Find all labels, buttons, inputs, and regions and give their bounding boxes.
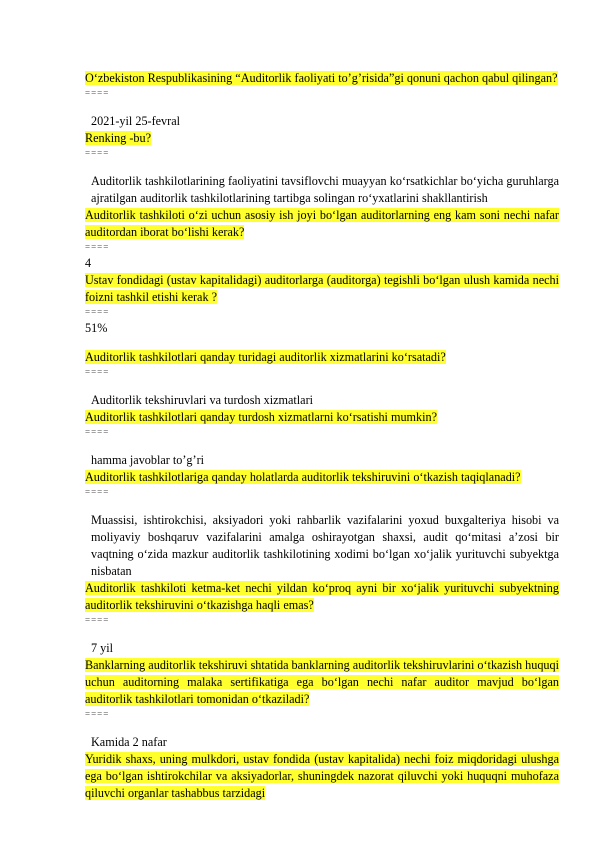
question-4: Ustav fondidagi (ustav kapitalidagi) auditorlarga (auditorga) tegishli bo‘lgan ulush kamida nechi foizni tashkil etishi kerak ? (85, 273, 559, 304)
answer-1: 2021-yil 25-fevral (91, 114, 181, 128)
blank-line (85, 380, 559, 392)
answer-4: 51% (85, 321, 108, 335)
blank-line (85, 440, 559, 452)
answer-6: hamma javoblar to’g’ri (91, 453, 205, 467)
blank-line (85, 161, 559, 173)
blank-line (85, 337, 559, 349)
answer-2: Auditorlik tashkilotlarining faoliyatini tavsiflovchi muayyan ko‘rsatkichlar bo‘yicha guruhlarga ajratilgan auditorlik tashkilotlarining tartibga solingan ro‘yxatlarini shakllantirish (91, 174, 559, 205)
blank-line (85, 722, 559, 734)
question-6: Auditorlik tashkilotlari qanday turdosh xizmatlarni ko‘rsatishi mumkin? (85, 410, 438, 424)
separator: ==== (85, 487, 110, 497)
answer-8: 7 yil (91, 641, 114, 655)
separator: ==== (85, 709, 110, 719)
blank-line (85, 101, 559, 113)
question-8: Auditorlik tashkiloti ketma-ket nechi yildan ko‘proq ayni bir xo‘jalik yurituvchi subyektning auditorlik tekshiruvini o‘tkazishga haqli emas? (85, 581, 559, 612)
blank-line (85, 500, 559, 512)
question-10: Yuridik shaxs, uning mulkdori, ustav fondida (ustav kapitalida) nechi foiz miqdoridagi ulushga ega bo‘lgan ishtirokchilar va aksiyadorlar, shuningdek nazorat qiluvchi yoki huquqni muhofaza qiluvchi organlar tashabbus tarzidagi (85, 752, 559, 800)
question-5: Auditorlik tashkilotlari qanday turidagi auditorlik xizmatlarini ko‘rsatadi? (85, 350, 446, 364)
document-page (85, 70, 559, 802)
question-9: Banklarning auditorlik tekshiruvi shtatida banklarning auditorlik tekshiruvlarini o‘tkazish huquqi uchun auditorning malaka sertifikatiga ega bo‘lgan nechi nafar auditor mavjud bo‘lgan auditorlik tashkilotlari tomonidan o‘tkaziladi? (85, 658, 559, 706)
question-7: Auditorlik tashkilotlariga qanday holatlarda auditorlik tekshiruvini o‘tkazish taqiqlanadi? (85, 470, 521, 484)
answer-5: Auditorlik tekshiruvlari va turdosh xizmatlari (91, 393, 314, 407)
separator: ==== (85, 88, 110, 98)
separator: ==== (85, 307, 110, 317)
answer-3: 4 (85, 256, 92, 270)
separator: ==== (85, 367, 110, 377)
answer-7: Muassisi, ishtirokchisi, aksiyadori yoki rahbarlik vazifalarini yoxud buxgalteriya hisobi va moliyaviy boshqaruv vazifalarini amalga oshirayotgan shaxsi, audit qo‘mitasi a’zosi bir vaqtning o‘zida mazkur auditorlik tashkilotining xodimi bo‘lgan xo‘jalik yurituvchi subyektga nisbatan (91, 513, 559, 578)
question-2: Renking -bu? (85, 131, 152, 145)
separator: ==== (85, 148, 110, 158)
blank-line (85, 628, 559, 640)
separator: ==== (85, 242, 110, 252)
separator: ==== (85, 427, 110, 437)
answer-9: Kamida 2 nafar (91, 735, 167, 749)
separator: ==== (85, 615, 110, 625)
question-3: Auditorlik tashkiloti o‘zi uchun asosiy ish joyi bo‘lgan auditorlarning eng kam soni nechi nafar auditordan iborat bo‘lishi kerak? (85, 208, 559, 239)
question-1: O‘zbekiston Respublikasining “Auditorlik faoliyati to’g’risida”gi qonuni qachon qabul qilingan? (85, 71, 558, 85)
